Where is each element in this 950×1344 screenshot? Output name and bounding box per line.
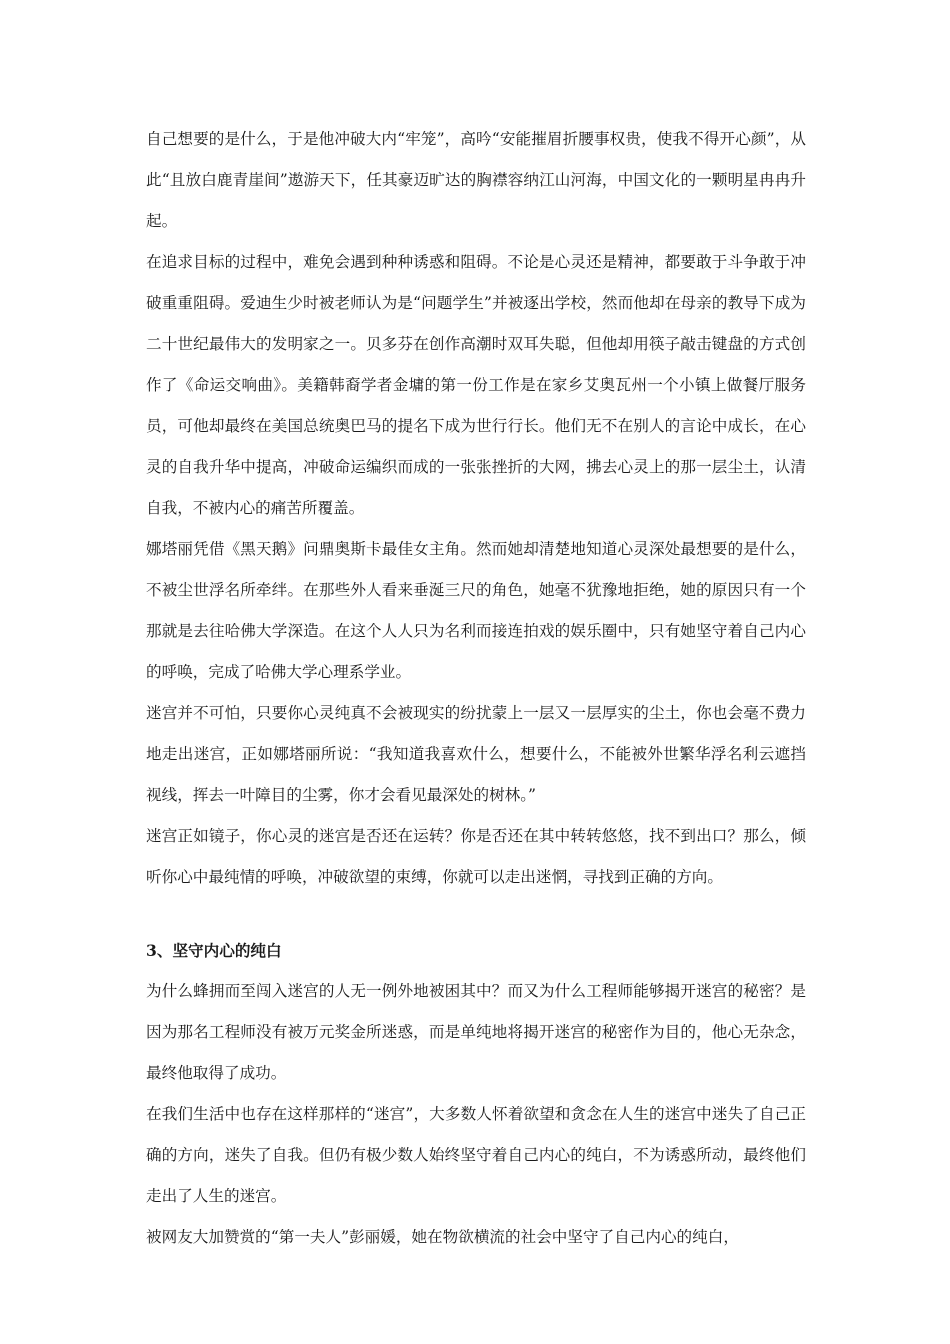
paragraph-obstacles: 在追求目标的过程中，难免会遇到种种诱惑和阻碍。不论是心灵还是精神，都要敢于斗争敢于冲破重重阻碍。爱迪生少时被老师认为是“问题学生”并被逐出学校，然而他却在母亲的教导下成为二十世纪最伟大的发明家之一。贝多芬在创作高潮时双耳失聪，但他却用筷子敲击键盘的方式创作了《命运交响曲》。美籍韩裔学者金墉的第一份工作是在家乡艾奥瓦州一个小镇上做餐厅服务员，可他却最终在美国总统奥巴马的提名下成为世行行长。他们无不在别人的言论中成长，在心灵的自我升华中提高，冲破命运编织而成的一张张挫折的大网，拂去心灵上的那一层尘土，认清自我，不被内心的痛苦所覆盖。 <box>146 253 806 517</box>
paragraph-maze-mirror: 迷宫正如镜子，你心灵的迷宫是否还在运转？你是否还在其中转转悠悠，找不到出口？那么，倾听你心中最纯情的呼唤，冲破欲望的束缚，你就可以走出迷惘，寻找到正确的方向。 <box>146 827 806 886</box>
paragraph-life-maze: 在我们生活中也存在这样那样的“迷宫”，大多数人怀着欲望和贪念在人生的迷宫中迷失了自己正确的方向，迷失了自我。但仍有极少数人始终坚守着自己内心的纯白，不为诱惑所动，最终他们走出了人生的迷宫。 <box>146 1105 806 1205</box>
paragraph-natalie: 娜塔丽凭借《黑天鹅》问鼎奥斯卡最佳女主角。然而她却清楚地知道心灵深处最想要的是什么，不被尘世浮名所牵绊。在那些外人看来垂涎三尺的角色，她毫不犹豫地拒绝，她的原因只有一个那就是去往哈佛大学深造。在这个人人只为名利而接连拍戏的娱乐圈中，只有她坚守着自己内心的呼唤，完成了哈佛大学心理系学业。 <box>146 540 806 681</box>
paragraph-maze-not-scary: 迷宫并不可怕，只要你心灵纯真不会被现实的纷扰蒙上一层又一层厚实的尘土，你也会毫不费力地走出迷宫，正如娜塔丽所说：“我知道我喜欢什么，想要什么，不能被外世繁华浮名利云遮挡视线，挥去一叶障目的尘雾，你才会看见最深处的树林。” <box>146 704 806 804</box>
paragraph-peng-liyuan: 被网友大加赞赏的“第一夫人”彭丽媛，她在物欲横流的社会中坚守了自己内心的纯白， <box>146 1228 739 1246</box>
paragraph-engineer: 为什么蜂拥而至闯入迷宫的人无一例外地被困其中？而又为什么工程师能够揭开迷宫的秘密？是因为那名工程师没有被万元奖金所迷惑，而是单纯地将揭开迷宫的秘密作为目的，他心无杂念，最终他取得了成功。 <box>146 982 806 1082</box>
document-page <box>146 119 806 1258</box>
section-heading: 3、坚守内心的纯白 <box>146 941 282 960</box>
paragraph-li-bai: 自己想要的是什么，于是他冲破大内“牢笼”，高吟“安能摧眉折腰事权贵，使我不得开心颜”，从此“且放白鹿青崖间”遨游天下，任其豪迈旷达的胸襟容纳江山河海，中国文化的一颗明星冉冉升起。 <box>146 130 806 230</box>
